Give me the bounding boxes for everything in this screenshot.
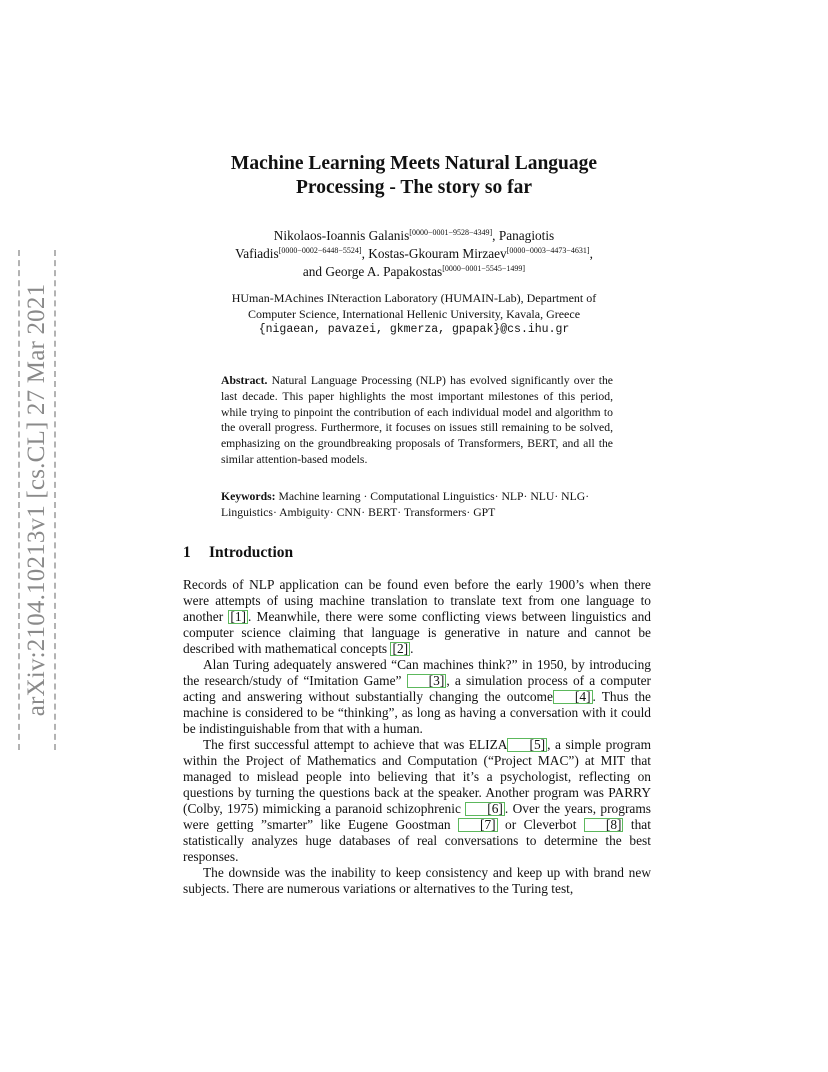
citation-number: 1: [234, 609, 242, 624]
citation-link[interactable]: [4]: [553, 690, 593, 704]
citation-number: 3: [433, 673, 440, 688]
text: that statistically analyzes huge databases of real conversations to determine the best responses.: [183, 817, 651, 864]
keywords-text: Machine learning · Computational Linguistics· NLP· NLU· NLG· Linguistics· Ambiguity· CNN· BERT· Transformers· GPT: [221, 490, 590, 519]
section-number: 1: [183, 544, 191, 561]
affiliation-line-1: HUman-MAchines INteraction Laboratory (HUMAIN-Lab), Department of: [231, 291, 597, 305]
text: . Over the years, programs were getting ”smarter” like Eugene Goostman: [183, 801, 651, 832]
paper-title: [150, 152, 678, 200]
keywords-label: Keywords:: [221, 490, 276, 503]
citation-link[interactable]: [8]: [584, 818, 624, 832]
author-name: and George A. Papakostas: [302, 264, 443, 279]
citation-number: 2: [396, 641, 404, 656]
paragraph: [183, 865, 651, 897]
author-emails: {nigaean, pavazei, gkmerza, gpapak}@cs.ihu.gr: [258, 323, 570, 336]
citation-number: 6: [491, 801, 499, 816]
orcid: [0000−0001−9528−4349]: [409, 228, 493, 237]
text: , a simulation process of a computer acting and answering without substantially changing the outcome: [183, 673, 651, 704]
text: . Meanwhile, there were some conflicting views between linguistics and computer science claiming that language is generative in nature and cannot be described with mathematical concepts: [183, 609, 652, 656]
orcid: [0000−0003−4473−4631]: [506, 246, 590, 255]
authors-line-2: [170, 245, 658, 263]
text: The downside was the inability to keep consistency and keep up with brand new subjects. There are numerous variations or alternatives to the Turing test,: [183, 865, 651, 896]
citation-number: 4: [579, 689, 587, 704]
title-line-2: Processing - The story so far: [296, 177, 532, 198]
orcid: [0000−0001−5545−1499]: [442, 264, 526, 273]
paragraph: [183, 737, 651, 865]
abstract-text: Natural Language Processing (NLP) has evolved significantly over the last decade. This paper highlights the most important milestones of this period, while trying to pinpoint the contribution of each individual model and algorithm to the overall progress. Furthermore, it focuses on issues still remaining to be solved, emphasizing on the groundbreaking proposals of Transformers, BERT, and all the similar attention-based models.: [221, 374, 613, 466]
text: The first successful attempt to achieve that was ELIZA: [203, 737, 508, 752]
text: . Thus the machine is considered to be “thinking”, as long as having a conversation with it could be indistinguishable from that with a human.: [183, 689, 651, 736]
author-name: , Panagiotis: [492, 228, 555, 243]
citation-link[interactable]: [6]: [465, 802, 505, 816]
abstract-label: Abstract.: [221, 374, 268, 387]
citation-link[interactable]: [2]: [392, 641, 409, 656]
title-line-1: Machine Learning Meets Natural Language: [230, 153, 598, 174]
affiliation-line-2: Computer Science, International Hellenic University, Kavala, Greece: [247, 307, 581, 321]
section-title: Introduction: [209, 544, 294, 561]
text: .: [410, 641, 414, 656]
arxiv-identifier: arXiv:2104.10213v1 [cs.CL] 27 Mar 2021: [23, 283, 50, 717]
citation-link[interactable]: [1]: [230, 609, 246, 624]
paragraph: [183, 577, 651, 657]
text: Alan Turing adequately answered “Can machines think?” in 1950, by introducing the research/study of “Imitation Game”: [183, 657, 651, 688]
text: , a simple program within the Project of Mathematics and Computation (“Project MAC”) at MIT that managed to mislead people into believing that it’s a psychologist, reflecting on questions by turning the questions back at the speaker. Another program was PARRY (Colby, 1975) mimicking a paranoid schizophrenic: [183, 737, 651, 816]
section-heading: [183, 544, 293, 562]
citation-number: 5: [533, 737, 541, 752]
orcid: [0000−0002−6448−5524]: [278, 246, 362, 255]
citation-link[interactable]: [3]: [407, 674, 447, 688]
authors-line-1: [170, 227, 658, 245]
text: or Cleverbot: [497, 817, 584, 832]
citation-number: 7: [484, 817, 492, 832]
author-list: [170, 227, 658, 281]
affiliation: [170, 290, 658, 338]
citation-link[interactable]: [5]: [507, 738, 547, 752]
author-name: Vafiadis: [235, 246, 279, 261]
author-name: Nikolaos-Ioannis Galanis: [273, 228, 410, 243]
paragraph: [183, 657, 651, 737]
author-name: , Kostas-Gkouram Mirzaev: [361, 246, 507, 261]
body-text: [183, 577, 651, 897]
text: Records of NLP application can be found even before the early 1900’s when there were attempts of using machine translation to translate text from one language to another: [183, 577, 651, 624]
keywords: [221, 489, 613, 521]
citation-link[interactable]: [7]: [458, 818, 498, 832]
separator: ,: [589, 246, 593, 261]
arxiv-stamp: [18, 250, 56, 750]
authors-line-3: [170, 263, 658, 281]
abstract: [221, 373, 613, 468]
citation-number: 8: [610, 817, 618, 832]
